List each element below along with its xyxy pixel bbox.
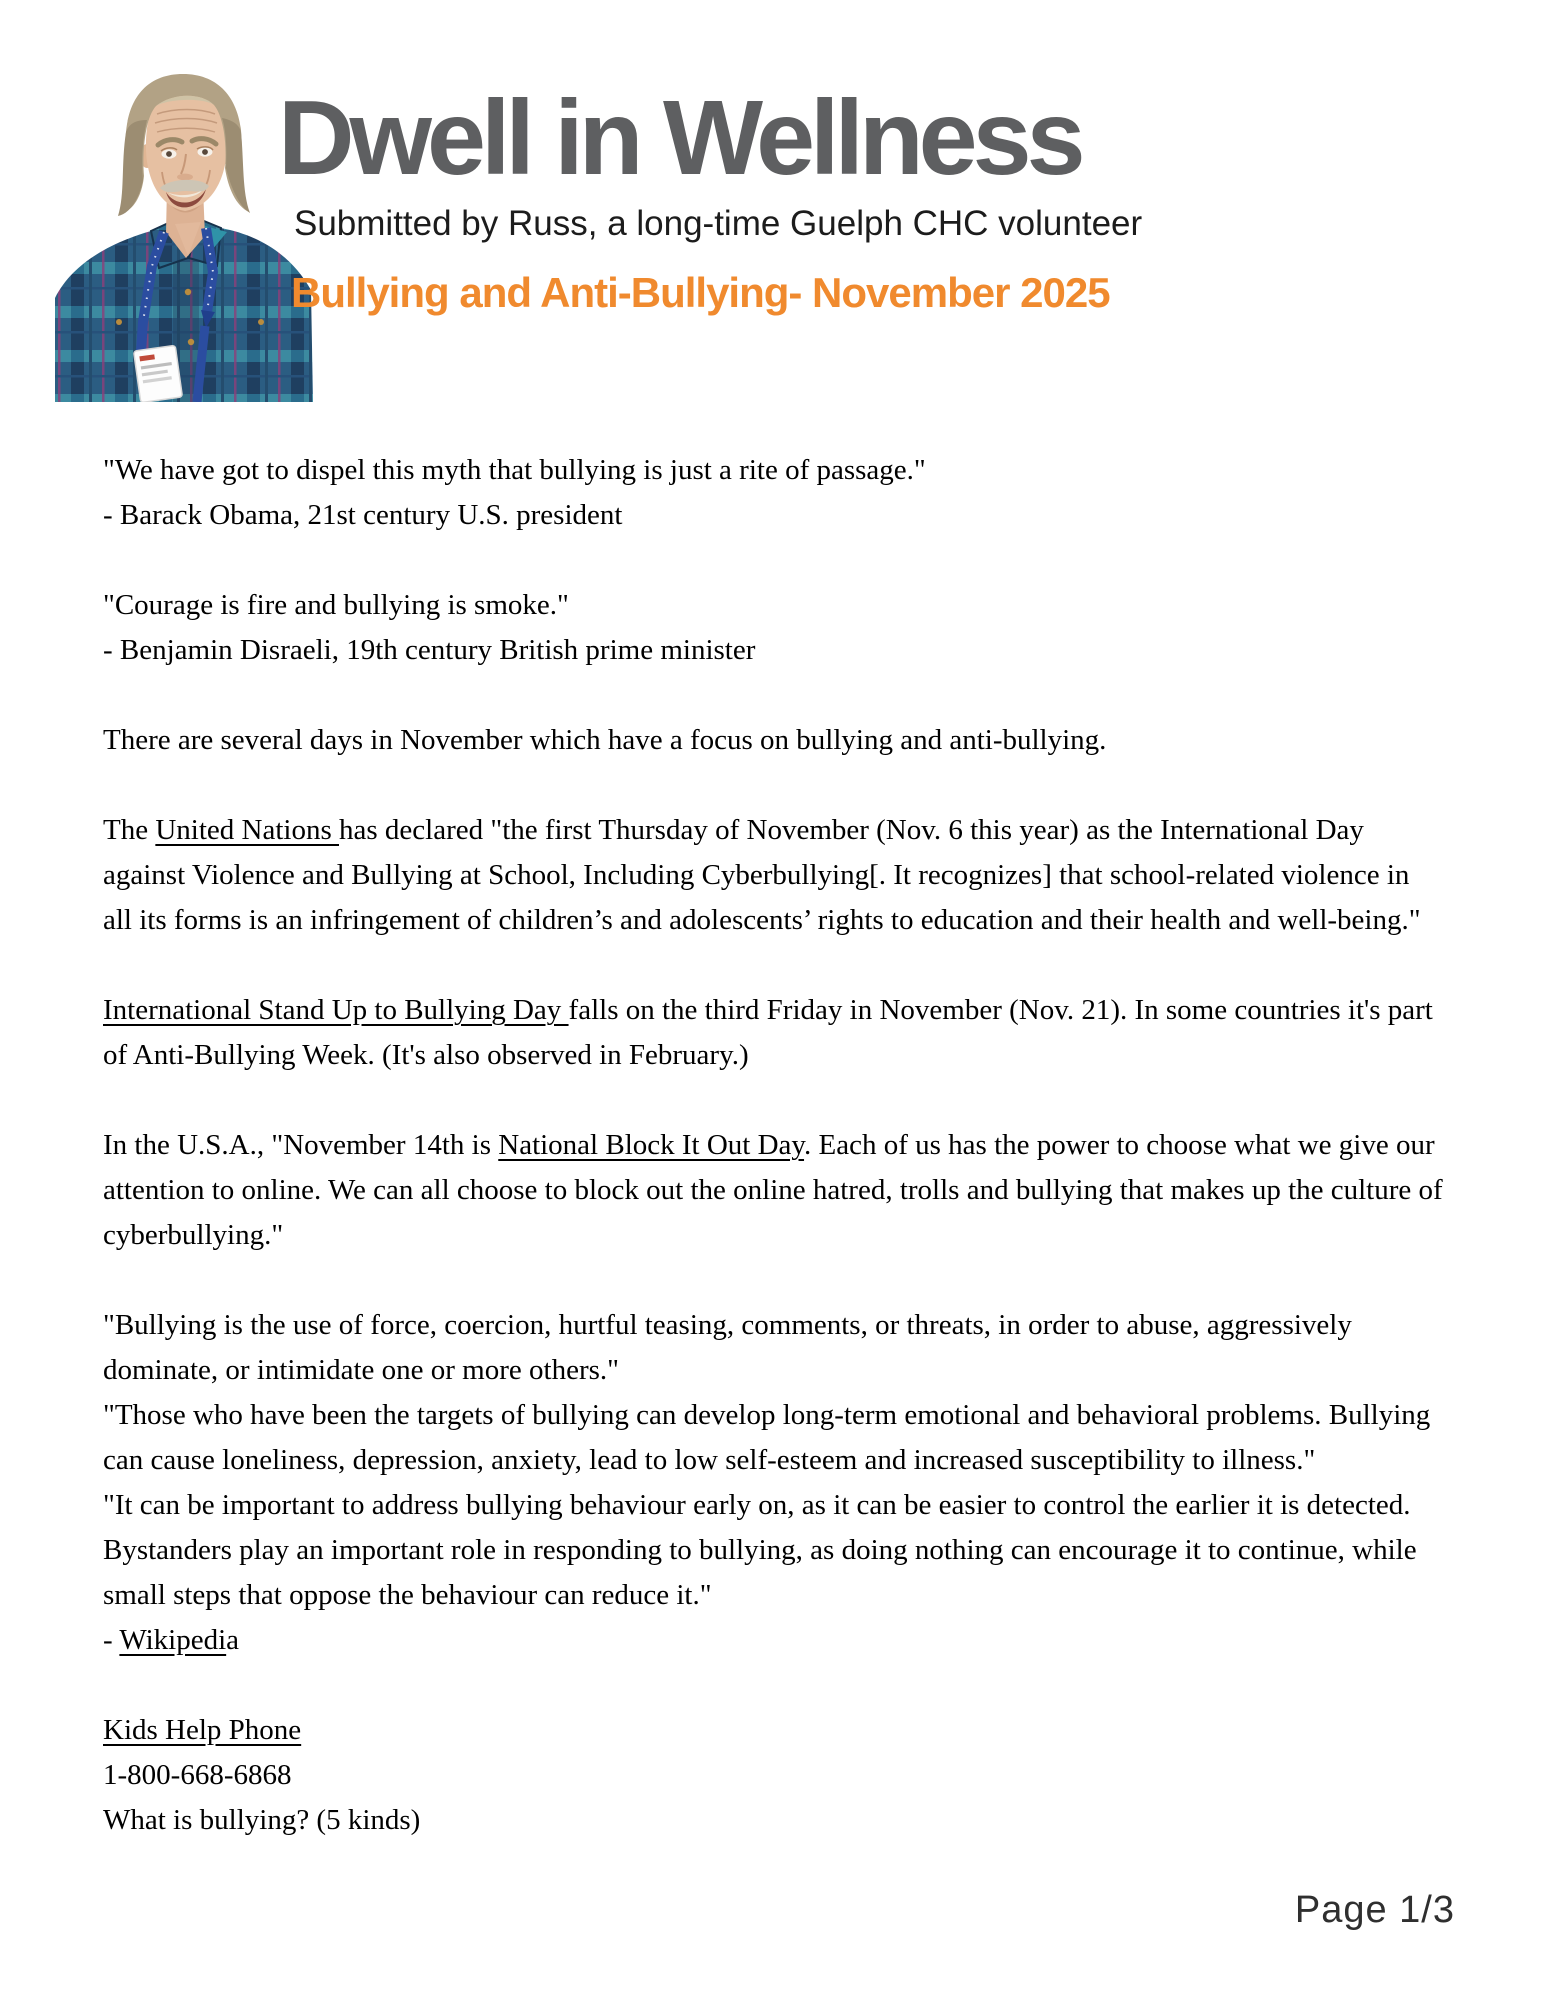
quote-disraeli [103, 583, 1443, 628]
text-segment: falls on the third Friday in November (Nov. 21). In some countries it's part of Anti-Bullying Week. (It's also observed in February.) [103, 994, 1433, 1071]
quote-disraeli-attribution [103, 628, 1443, 673]
text-segment: - Barack Obama, 21st century U.S. president [103, 499, 623, 531]
kids-help-phone-number [103, 1753, 1443, 1798]
page-number: Page 1/3 [1294, 1889, 1455, 1931]
text-segment: a [226, 1624, 240, 1656]
kids-help-phone-title [103, 1708, 1443, 1753]
body-text [103, 448, 1443, 1843]
link[interactable]: United Nations [155, 814, 339, 846]
text-segment: "Those who have been the targets of bullying can develop long-term emotional and behavioral problems. Bullying can cause loneliness, depression, anxiety, lead to low self-esteem and increased susceptibility to illness." [103, 1399, 1431, 1476]
text-segment: . Each of us has the power to choose what we give our attention to online. We can all choose to block out the online hatred, trolls and bullying that makes up the culture of cyberbullying." [103, 1129, 1443, 1251]
text-segment: - [103, 1624, 120, 1656]
paragraph-bullying-response [103, 1483, 1443, 1618]
wikipedia-attribution [103, 1618, 1443, 1663]
paragraph-bullying-effects [103, 1393, 1443, 1483]
link[interactable]: International Stand Up to Bullying Day [103, 994, 569, 1026]
text-segment: "Bullying is the use of force, coercion, hurtful teasing, comments, or threats, in order to abuse, aggressively dominate, or intimidate one or more others." [103, 1309, 1352, 1386]
text-segment: What is bullying? (5 kinds) [103, 1804, 421, 1836]
volunteer-photo [55, 60, 313, 402]
paragraph-block-it-out-day [103, 1123, 1443, 1258]
page-subtitle: Submitted by Russ, a long-time Guelph CHC volunteer [294, 204, 1143, 243]
paragraph-intro [103, 718, 1443, 763]
text-segment: The [103, 814, 156, 846]
paragraph-stand-up-day [103, 988, 1443, 1078]
text-segment: "We have got to dispel this myth that bullying is just a rite of passage." [103, 454, 926, 486]
kids-help-phone-topic [103, 1798, 1443, 1843]
text-segment: - Benjamin Disraeli, 19th century British prime minister [103, 634, 756, 666]
paragraph-united-nations [103, 808, 1443, 943]
link[interactable]: Wikipedi [119, 1624, 227, 1656]
text-segment: has declared "the first Thursday of November (Nov. 6 this year) as the International Day against Violence and Bullying at School, Including Cyberbullying[. It recognizes] that school-related violence in all its forms is an infringement of children’s and adolescents’ rights to education and their health and well-being." [103, 814, 1421, 936]
volunteer-portrait-illustration [55, 60, 313, 402]
link[interactable]: Kids Help Phone [103, 1714, 302, 1746]
text-segment: "Courage is fire and bullying is smoke." [103, 589, 569, 621]
text-segment: There are several days in November which have a focus on bullying and anti-bullying. [103, 724, 1107, 756]
text-segment: 1-800-668-6868 [103, 1759, 292, 1791]
link[interactable]: National Block It Out Day [498, 1129, 805, 1161]
quote-obama-attribution [103, 493, 1443, 538]
paragraph-bullying-definition [103, 1303, 1443, 1393]
text-segment: In the U.S.A., "November 14th is [103, 1129, 499, 1161]
page-title: Dwell in Wellness [278, 79, 1081, 197]
quote-obama [103, 448, 1443, 493]
text-segment: "It can be important to address bullying behaviour early on, as it can be easier to control the earlier it is detected. Bystanders play an important role in responding to bullying, as doing nothing can encourage it to continue, while small steps that oppose the behaviour can reduce it." [103, 1489, 1417, 1611]
edition-heading: Bullying and Anti-Bullying- November 2025 [291, 269, 1110, 316]
